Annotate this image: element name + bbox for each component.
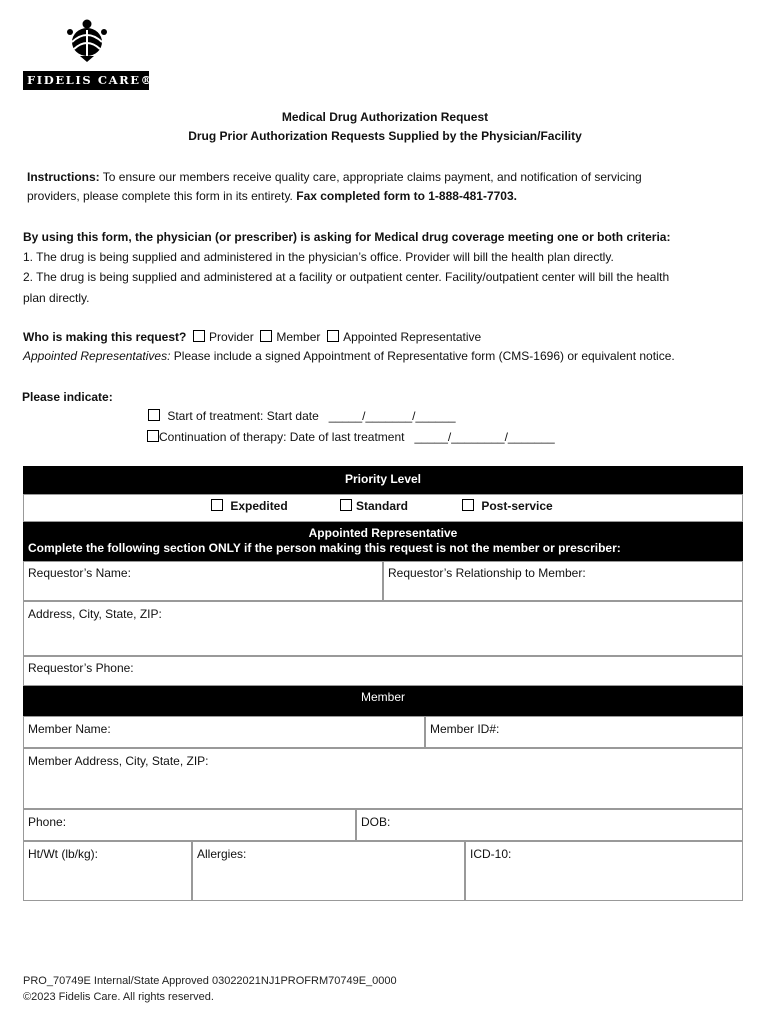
member-id-field[interactable] — [425, 716, 743, 748]
fidelis-care-logo: FIDELIS CARE® — [23, 71, 149, 90]
appointed-rep-section-header — [23, 522, 743, 561]
instructions-line-2 — [27, 189, 517, 203]
member-dob-label: DOB: — [361, 815, 391, 829]
criteria-heading: By using this form, the physician (or prescriber) is asking for Medical drug coverage meeting one or both criteria: — [23, 230, 671, 244]
height-weight-field[interactable] — [23, 841, 192, 901]
requestor-relationship-field[interactable] — [383, 561, 743, 601]
allergies-label: Allergies: — [197, 847, 247, 861]
form-code: PRO_70749E Internal/State Approved 03022021NJ1PROFRM70749E_0000 — [23, 975, 397, 987]
instructions-label: Instructions: — [27, 170, 100, 184]
expedited-checkbox[interactable] — [211, 499, 223, 511]
last-treatment-date-field[interactable]: _____/________/_______ — [414, 430, 555, 444]
priority-options-row — [23, 494, 743, 522]
requestor-address-field[interactable] — [23, 601, 743, 656]
fidelis-logo-icon — [66, 18, 108, 62]
member-dob-field[interactable] — [356, 809, 743, 841]
criteria-item-1: 1. The drug is being supplied and administered in the physician’s office. Provider will bill the health plan directly. — [23, 250, 614, 264]
member-label: Member — [276, 330, 321, 344]
requester-row — [23, 330, 481, 344]
requestor-address-label: Address, City, State, ZIP: — [28, 607, 162, 621]
appointed-rep-checkbox[interactable] — [327, 330, 339, 342]
fax-instruction: Fax completed form to 1-888-481-7703. — [296, 189, 517, 203]
instructions-line-1 — [27, 170, 642, 184]
start-treatment-checkbox[interactable] — [148, 409, 160, 421]
start-date-field[interactable]: _____/_______/______ — [328, 409, 456, 423]
indicate-label: Please indicate: — [22, 390, 113, 404]
member-address-field[interactable] — [23, 748, 743, 809]
post-service-option[interactable] — [462, 499, 553, 513]
appointed-rep-label: Appointed Representative — [343, 330, 482, 344]
icd10-label: ICD-10: — [470, 847, 512, 861]
requestor-phone-label: Requestor’s Phone: — [28, 661, 134, 675]
criteria-item-2: 2. The drug is being supplied and administered at a facility or outpatient center. Facility/outpatient center will bill the health — [23, 270, 670, 284]
provider-checkbox[interactable] — [193, 330, 205, 342]
criteria-item-2-cont: plan directly. — [23, 291, 90, 305]
requester-question: Who is making this request? — [23, 330, 187, 344]
instructions-text-1: To ensure our members receive quality care, appropriate claims payment, and notification of servicing — [99, 170, 642, 184]
member-name-label: Member Name: — [28, 722, 111, 736]
copyright: ©2023 Fidelis Care. All rights reserved. — [23, 991, 214, 1003]
provider-label: Provider — [209, 330, 254, 344]
expedited-option[interactable] — [211, 499, 288, 513]
continuation-label: Continuation of therapy: Date of last treatment — [159, 430, 405, 444]
start-treatment-row — [148, 409, 456, 423]
requestor-phone-field[interactable] — [23, 656, 743, 686]
rep-note-text: Please include a signed Appointment of Representative form (CMS-1696) or equivalent notice. — [170, 349, 675, 363]
member-phone-label: Phone: — [28, 815, 67, 829]
allergies-field[interactable] — [192, 841, 465, 901]
post-service-checkbox[interactable] — [462, 499, 474, 511]
standard-option[interactable] — [340, 499, 408, 513]
height-weight-label: Ht/Wt (lb/kg): — [28, 847, 99, 861]
member-checkbox[interactable] — [260, 330, 272, 342]
member-heading: Member — [23, 686, 743, 716]
page-subtitle: Drug Prior Authorization Requests Supplied by the Physician/Facility — [188, 129, 582, 143]
continuation-row — [147, 430, 555, 444]
continuation-checkbox[interactable] — [147, 430, 159, 442]
page-title: Medical Drug Authorization Request — [281, 110, 489, 124]
member-name-field[interactable] — [23, 716, 425, 748]
icd10-field[interactable] — [465, 841, 743, 901]
standard-checkbox[interactable] — [340, 499, 352, 511]
start-treatment-label: Start of treatment: Start date — [167, 409, 319, 423]
requestor-name-field[interactable] — [23, 561, 383, 601]
member-id-label: Member ID#: — [430, 722, 500, 736]
rep-note — [23, 349, 675, 363]
rep-note-label: Appointed Representatives: — [23, 349, 171, 363]
standard-label: Standard — [356, 499, 409, 513]
requestor-name-label: Requestor’s Name: — [28, 566, 131, 580]
priority-level-heading: Priority Level — [23, 466, 743, 494]
requestor-relationship-label: Requestor’s Relationship to Member: — [388, 566, 586, 580]
appointed-rep-note: Complete the following section ONLY if the person making this request is not the member or prescriber: — [28, 541, 621, 555]
post-service-label: Post-service — [481, 499, 553, 513]
appointed-rep-heading: Appointed Representative — [308, 526, 458, 540]
member-phone-field[interactable] — [23, 809, 356, 841]
member-address-label: Member Address, City, State, ZIP: — [28, 754, 209, 768]
expedited-label: Expedited — [230, 499, 288, 513]
instructions-text-2: providers, please complete this form in its entirety. — [27, 189, 297, 203]
